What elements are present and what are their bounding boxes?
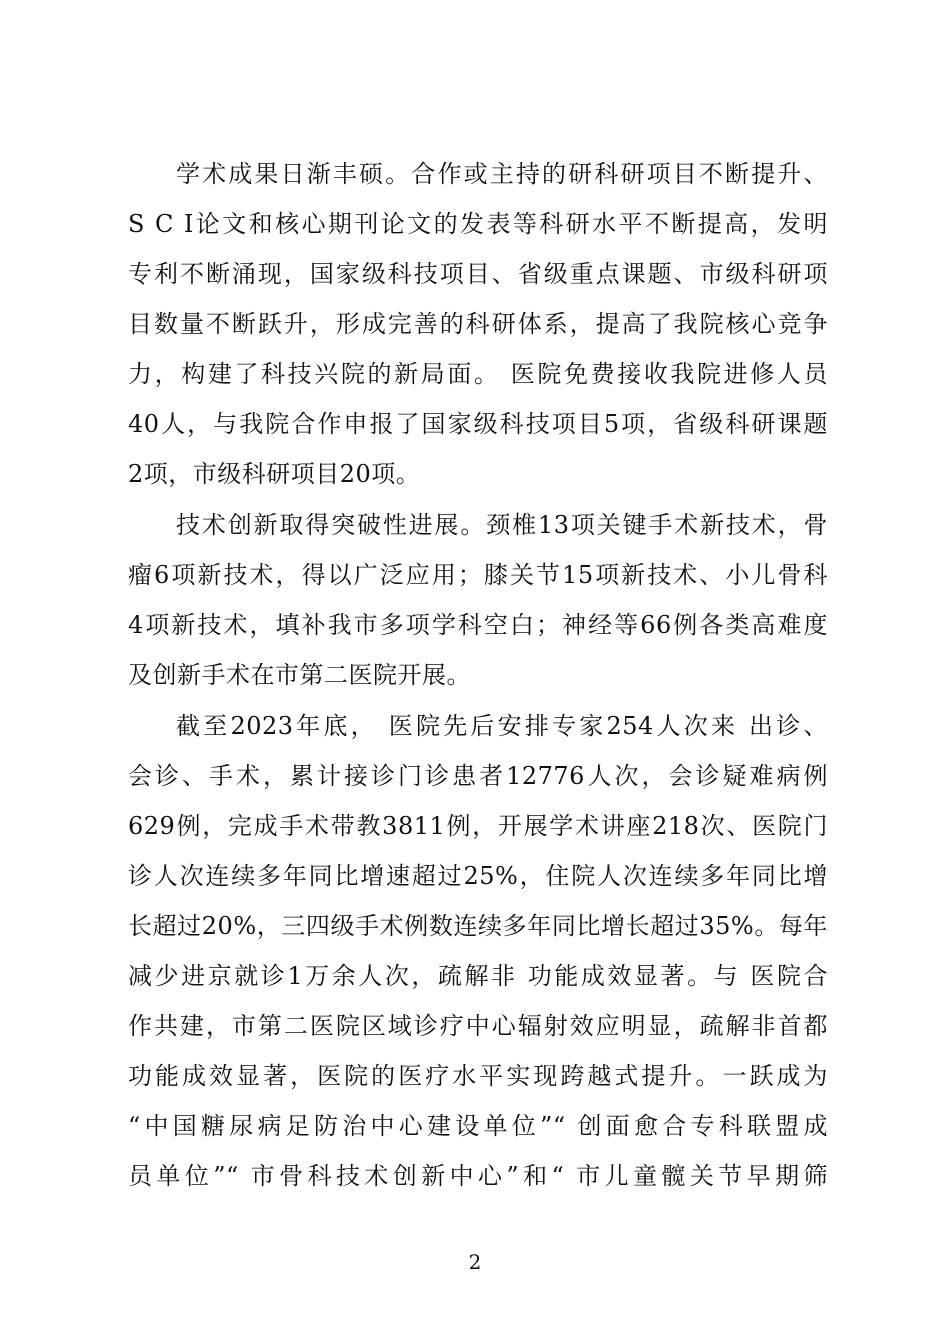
paragraph-3-line-5: 长超过20%，三四级手术例数连续多年同比增长超过35%。每年 <box>128 912 828 940</box>
paragraph-2-line-1: 技术创新取得突破性进展。颈椎13项关键手术新技术，骨 <box>176 511 828 539</box>
paragraph-1-line-6: 40人，与我院合作申报了国家级科技项目5项，省级科研课题 <box>128 410 828 438</box>
paragraph-3-line-9: “中国糖尿病足防治中心建设单位”“ 创面愈合专科联盟成 <box>128 1112 828 1140</box>
paragraph-3-line-4: 诊人次连续多年同比增速超过25%，住院人次连续多年同比增 <box>128 862 828 890</box>
paragraph-3-line-10: 员单位”“ 市骨科技术创新中心”和“ 市儿童髋关节早期筛 <box>128 1162 828 1190</box>
paragraph-2-line-3: 4项新技术，填补我市多项学科空白；神经等66例各类高难度 <box>128 611 828 639</box>
paragraph-3-line-6: 减少进京就诊1万余人次，疏解非 功能成效显著。与 医院合 <box>128 962 828 990</box>
paragraph-1-line-4: 目数量不断跃升，形成完善的科研体系，提高了我院核心竞争 <box>128 310 828 338</box>
paragraph-2-line-4: 及创新手术在市第二医院开展。 <box>128 661 471 689</box>
paragraph-3-line-3: 629例，完成手术带教3811例，开展学术讲座218次、医院门 <box>128 812 828 840</box>
paragraph-3-line-8: 功能成效显著，医院的医疗水平实现跨越式提升。一跃成为 <box>128 1062 828 1090</box>
paragraph-3-line-2: 会诊、手术，累计接诊门诊患者12776人次，会诊疑难病例 <box>128 762 828 790</box>
paragraph-1-line-3: 专利不断涌现，国家级科技项目、省级重点课题、市级科研项 <box>128 260 828 288</box>
paragraph-3-line-7: 作共建，市第二医院区域诊疗中心辐射效应明显，疏解非首都 <box>128 1012 828 1040</box>
paragraph-1-line-2: S C I论文和核心期刊论文的发表等科研水平不断提高，发明 <box>128 210 828 238</box>
page-number: 2 <box>468 1250 482 1274</box>
paragraph-1-line-7: 2项，市级科研项目20项。 <box>128 460 421 488</box>
paragraph-1-line-1: 学术成果日渐丰硕。合作或主持的研科研项目不断提升、 <box>176 160 828 188</box>
paragraph-3-line-1: 截至2023年底， 医院先后安排专家254人次来 出诊、 <box>176 712 828 740</box>
paragraph-2-line-2: 瘤6项新技术，得以广泛应用；膝关节15项新技术、小儿骨科 <box>128 561 828 589</box>
paragraph-1-line-5: 力，构建了科技兴院的新局面。 医院免费接收我院进修人员 <box>128 360 828 388</box>
